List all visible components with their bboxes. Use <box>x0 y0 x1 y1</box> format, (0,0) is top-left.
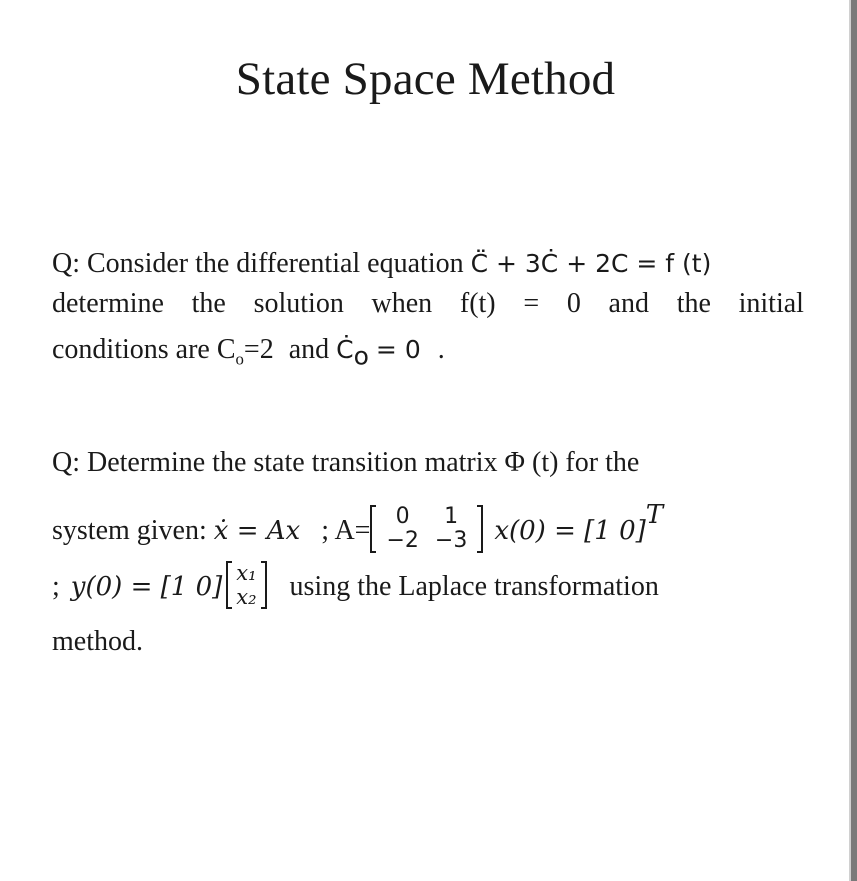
matrix-a-cell: 1 <box>444 503 459 529</box>
output-equation: y(0) = [1 0] <box>70 572 223 603</box>
word: determine <box>52 288 164 319</box>
word: when <box>371 288 433 319</box>
word: solution <box>253 288 344 319</box>
question-2-line-2 <box>52 487 812 553</box>
word: the <box>191 288 226 319</box>
word: initial <box>738 288 804 319</box>
matrix-a-label: A= <box>334 515 371 547</box>
subscript-o: o <box>353 341 369 371</box>
question-2-continuation: method. <box>52 626 143 657</box>
subscript-o: o <box>235 349 244 369</box>
matrix-a <box>370 505 483 553</box>
state-vector-cell: x₁ <box>236 561 257 585</box>
differential-equation: C̈ + 3Ċ + 2C = f (t) <box>470 249 712 278</box>
question-2-line-1: Q: Determine the state transition matrix Φ (t) for the <box>52 447 640 478</box>
word: and <box>608 288 649 319</box>
and-word: and <box>288 334 330 365</box>
conditions-prefix: conditions are C <box>52 334 236 365</box>
laplace-text: using the Laplace transformation <box>289 571 659 603</box>
page-edge-border <box>851 0 857 881</box>
period: . <box>437 334 445 365</box>
word: 0 <box>566 288 581 319</box>
transpose-superscript: T <box>645 500 664 530</box>
question-1-line-3 <box>52 330 804 380</box>
question-2 <box>52 443 812 615</box>
state-vector <box>226 561 266 609</box>
c-dot: Ċ <box>336 335 354 364</box>
question-1-line-1 <box>52 244 804 284</box>
system-given-label: system given: <box>52 515 207 547</box>
matrix-a-cell: 0 <box>395 503 410 529</box>
state-equation: ẋ = Ax <box>213 516 301 547</box>
question-1 <box>52 244 804 380</box>
word: = <box>523 288 540 319</box>
matrix-a-cell: −2 <box>386 527 419 553</box>
separator: ; <box>52 571 60 603</box>
page-title: State Space Method <box>235 53 616 105</box>
initial-state: x(0) = [1 0] <box>494 516 646 547</box>
word: f(t) <box>459 288 496 319</box>
matrix-a-cell: −3 <box>434 527 468 553</box>
separator: ; <box>321 515 329 547</box>
initial-value-cdot: = 0 <box>375 335 421 364</box>
word: the <box>676 288 711 319</box>
question-1-line-2 <box>52 284 804 324</box>
question-2-line-3 <box>52 553 812 615</box>
state-vector-cell: x₂ <box>236 585 257 609</box>
question-1-text: Q: Consider the differential equation <box>52 248 464 279</box>
initial-value-c: =2 <box>243 334 274 365</box>
